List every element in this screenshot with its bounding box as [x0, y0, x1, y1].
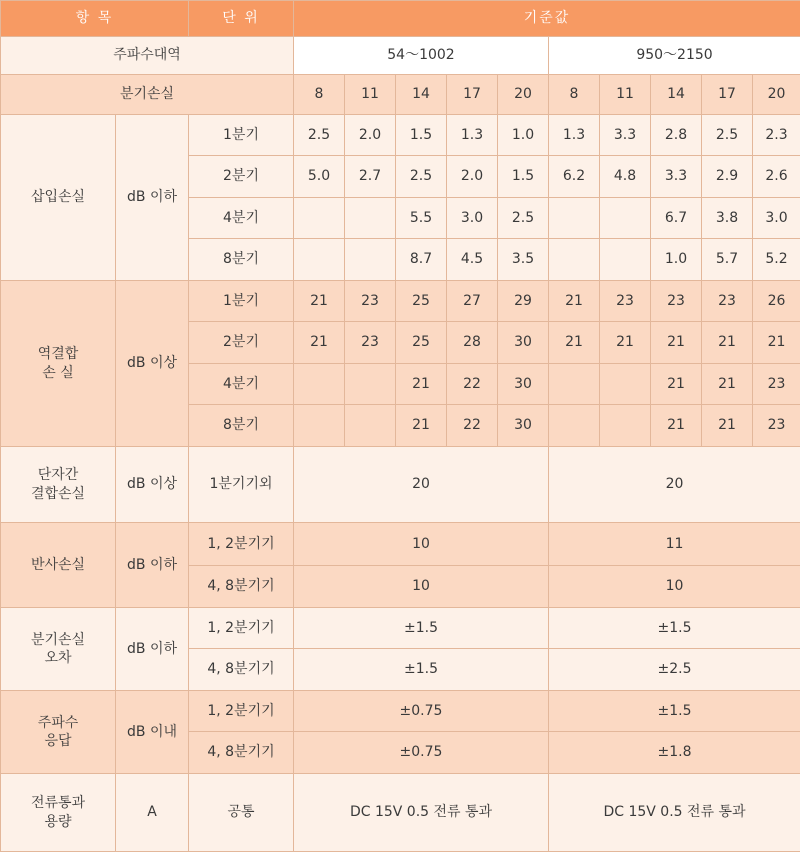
- insertion-cell: 3.0: [447, 198, 498, 239]
- reverse-cell: 21: [549, 281, 600, 322]
- insertion-cell: 1.0: [651, 239, 702, 281]
- split-error-low: ±1.5: [294, 608, 549, 649]
- isolation-sub: 1분기기외: [189, 447, 294, 523]
- reverse-cell: 23: [345, 281, 396, 322]
- insertion-cell: 6.2: [549, 156, 600, 198]
- insertion-cell: 2.5: [396, 156, 447, 198]
- split-loss-value: 17: [702, 75, 753, 115]
- isolation-high: 20: [549, 447, 800, 523]
- reverse-cell: 29: [498, 281, 549, 322]
- split-loss-label: 분기손실: [1, 75, 294, 115]
- insertion-cell: 5.5: [396, 198, 447, 239]
- insertion-cell: 1.3: [447, 115, 498, 156]
- header-reference: 기준값: [294, 1, 800, 37]
- isolation-low: 20: [294, 447, 549, 523]
- reverse-cell: 21: [651, 364, 702, 405]
- reverse-cell: 27: [447, 281, 498, 322]
- reverse-cell: 30: [498, 405, 549, 447]
- split-error-label: 분기손실 오차: [1, 608, 116, 691]
- reverse-cell: 26: [753, 281, 800, 322]
- split-error-row: [1, 608, 800, 649]
- insertion-cell: 1.0: [498, 115, 549, 156]
- insertion-cell: 2.8: [651, 115, 702, 156]
- current-low: DC 15V 0.5 전류 통과: [294, 774, 549, 852]
- freq-response-row: [1, 691, 800, 732]
- freq-response-low: ±0.75: [294, 732, 549, 774]
- freq-response-unit: dB 이내: [116, 691, 189, 774]
- insertion-cell: 3.8: [702, 198, 753, 239]
- reverse-sub: 8분기: [189, 405, 294, 447]
- insertion-sub: 8분기: [189, 239, 294, 281]
- insertion-cell: 3.3: [651, 156, 702, 198]
- reverse-unit: dB 이상: [116, 281, 189, 447]
- insertion-cell: 1.3: [549, 115, 600, 156]
- split-loss-value: 14: [396, 75, 447, 115]
- reverse-row: [1, 281, 800, 322]
- reverse-cell: 21: [549, 322, 600, 364]
- current-label: 전류통과 용량: [1, 774, 116, 852]
- reverse-cell: 30: [498, 364, 549, 405]
- insertion-cell: [549, 198, 600, 239]
- insertion-cell: 2.0: [447, 156, 498, 198]
- insertion-cell: [345, 239, 396, 281]
- current-high: DC 15V 0.5 전류 통과: [549, 774, 800, 852]
- current-unit: A: [116, 774, 189, 852]
- reverse-cell: [600, 364, 651, 405]
- current-sub: 공통: [189, 774, 294, 852]
- return-loss-label: 반사손실: [1, 523, 116, 608]
- insertion-cell: [294, 239, 345, 281]
- reverse-cell: 21: [600, 322, 651, 364]
- split-error-sub: 4, 8분기기: [189, 649, 294, 691]
- reverse-cell: 21: [294, 281, 345, 322]
- freq-response-sub: 4, 8분기기: [189, 732, 294, 774]
- insertion-cell: 2.5: [702, 115, 753, 156]
- isolation-row: [1, 447, 800, 523]
- reverse-cell: 23: [753, 364, 800, 405]
- insertion-cell: 2.3: [753, 115, 800, 156]
- return-loss-unit: dB 이하: [116, 523, 189, 608]
- reverse-cell: [345, 405, 396, 447]
- return-loss-low: 10: [294, 566, 549, 608]
- freq-response-high: ±1.5: [549, 691, 800, 732]
- reverse-cell: [294, 364, 345, 405]
- isolation-label: 단자간 결합손실: [1, 447, 116, 523]
- split-error-sub: 1, 2분기기: [189, 608, 294, 649]
- reverse-cell: 21: [702, 322, 753, 364]
- isolation-unit: dB 이상: [116, 447, 189, 523]
- insertion-cell: 3.5: [498, 239, 549, 281]
- insertion-sub: 2분기: [189, 156, 294, 198]
- insertion-sub: 1분기: [189, 115, 294, 156]
- freq-band-row: [1, 37, 800, 75]
- reverse-sub: 4분기: [189, 364, 294, 405]
- header-item: 항 목: [1, 1, 189, 37]
- insertion-cell: 1.5: [396, 115, 447, 156]
- split-loss-value: 20: [753, 75, 800, 115]
- insertion-unit: dB 이하: [116, 115, 189, 281]
- insertion-sub: 4분기: [189, 198, 294, 239]
- return-loss-low: 10: [294, 523, 549, 566]
- reverse-label: 역결합 손 실: [1, 281, 116, 447]
- insertion-cell: 1.5: [498, 156, 549, 198]
- split-loss-value: 11: [345, 75, 396, 115]
- insertion-cell: 2.5: [498, 198, 549, 239]
- insertion-cell: [294, 198, 345, 239]
- split-error-high: ±2.5: [549, 649, 800, 691]
- insertion-cell: 3.3: [600, 115, 651, 156]
- reverse-cell: 22: [447, 364, 498, 405]
- insertion-cell: 4.5: [447, 239, 498, 281]
- freq-band-high: 950～2150: [549, 37, 800, 75]
- reverse-cell: 23: [345, 322, 396, 364]
- insertion-cell: 3.0: [753, 198, 800, 239]
- split-loss-value: 14: [651, 75, 702, 115]
- reverse-cell: 25: [396, 322, 447, 364]
- reverse-cell: 21: [702, 364, 753, 405]
- insertion-cell: 5.0: [294, 156, 345, 198]
- freq-band-low: 54～1002: [294, 37, 549, 75]
- reverse-sub: 1분기: [189, 281, 294, 322]
- insertion-cell: [600, 198, 651, 239]
- split-loss-row: [1, 75, 800, 115]
- reverse-cell: 21: [702, 405, 753, 447]
- insertion-row: [1, 115, 800, 156]
- return-loss-high: 10: [549, 566, 800, 608]
- insertion-cell: 6.7: [651, 198, 702, 239]
- reverse-cell: 28: [447, 322, 498, 364]
- insertion-cell: 2.5: [294, 115, 345, 156]
- insertion-cell: 5.2: [753, 239, 800, 281]
- freq-response-low: ±0.75: [294, 691, 549, 732]
- reverse-cell: 25: [396, 281, 447, 322]
- insertion-cell: [549, 239, 600, 281]
- freq-response-label: 주파수 응답: [1, 691, 116, 774]
- reverse-cell: [549, 405, 600, 447]
- reverse-cell: 21: [753, 322, 800, 364]
- reverse-cell: 30: [498, 322, 549, 364]
- reverse-cell: 21: [396, 405, 447, 447]
- return-loss-sub: 1, 2분기기: [189, 523, 294, 566]
- reverse-cell: [600, 405, 651, 447]
- reverse-cell: 23: [753, 405, 800, 447]
- return-loss-row: [1, 523, 800, 566]
- header-row: [1, 1, 800, 37]
- reverse-cell: [345, 364, 396, 405]
- reverse-cell: 22: [447, 405, 498, 447]
- split-loss-value: 8: [549, 75, 600, 115]
- reverse-cell: 21: [651, 405, 702, 447]
- split-error-low: ±1.5: [294, 649, 549, 691]
- reverse-cell: [549, 364, 600, 405]
- current-row: [1, 774, 800, 852]
- split-error-high: ±1.5: [549, 608, 800, 649]
- split-error-unit: dB 이하: [116, 608, 189, 691]
- reverse-cell: 23: [651, 281, 702, 322]
- reverse-cell: 23: [702, 281, 753, 322]
- insertion-cell: 2.0: [345, 115, 396, 156]
- freq-response-sub: 1, 2분기기: [189, 691, 294, 732]
- reverse-cell: 23: [600, 281, 651, 322]
- split-loss-value: 17: [447, 75, 498, 115]
- insertion-cell: [600, 239, 651, 281]
- freq-band-label: 주파수대역: [1, 37, 294, 75]
- reverse-cell: 21: [294, 322, 345, 364]
- return-loss-high: 11: [549, 523, 800, 566]
- reverse-cell: 21: [396, 364, 447, 405]
- insertion-cell: 4.8: [600, 156, 651, 198]
- insertion-label: 삽입손실: [1, 115, 116, 281]
- freq-response-high: ±1.8: [549, 732, 800, 774]
- return-loss-sub: 4, 8분기기: [189, 566, 294, 608]
- insertion-cell: 2.9: [702, 156, 753, 198]
- reverse-sub: 2분기: [189, 322, 294, 364]
- header-unit: 단 위: [189, 1, 294, 37]
- insertion-cell: 2.7: [345, 156, 396, 198]
- split-loss-value: 11: [600, 75, 651, 115]
- insertion-cell: 8.7: [396, 239, 447, 281]
- split-loss-value: 8: [294, 75, 345, 115]
- reverse-cell: 21: [651, 322, 702, 364]
- reverse-cell: [294, 405, 345, 447]
- insertion-cell: [345, 198, 396, 239]
- insertion-cell: 5.7: [702, 239, 753, 281]
- split-loss-value: 20: [498, 75, 549, 115]
- insertion-cell: 2.6: [753, 156, 800, 198]
